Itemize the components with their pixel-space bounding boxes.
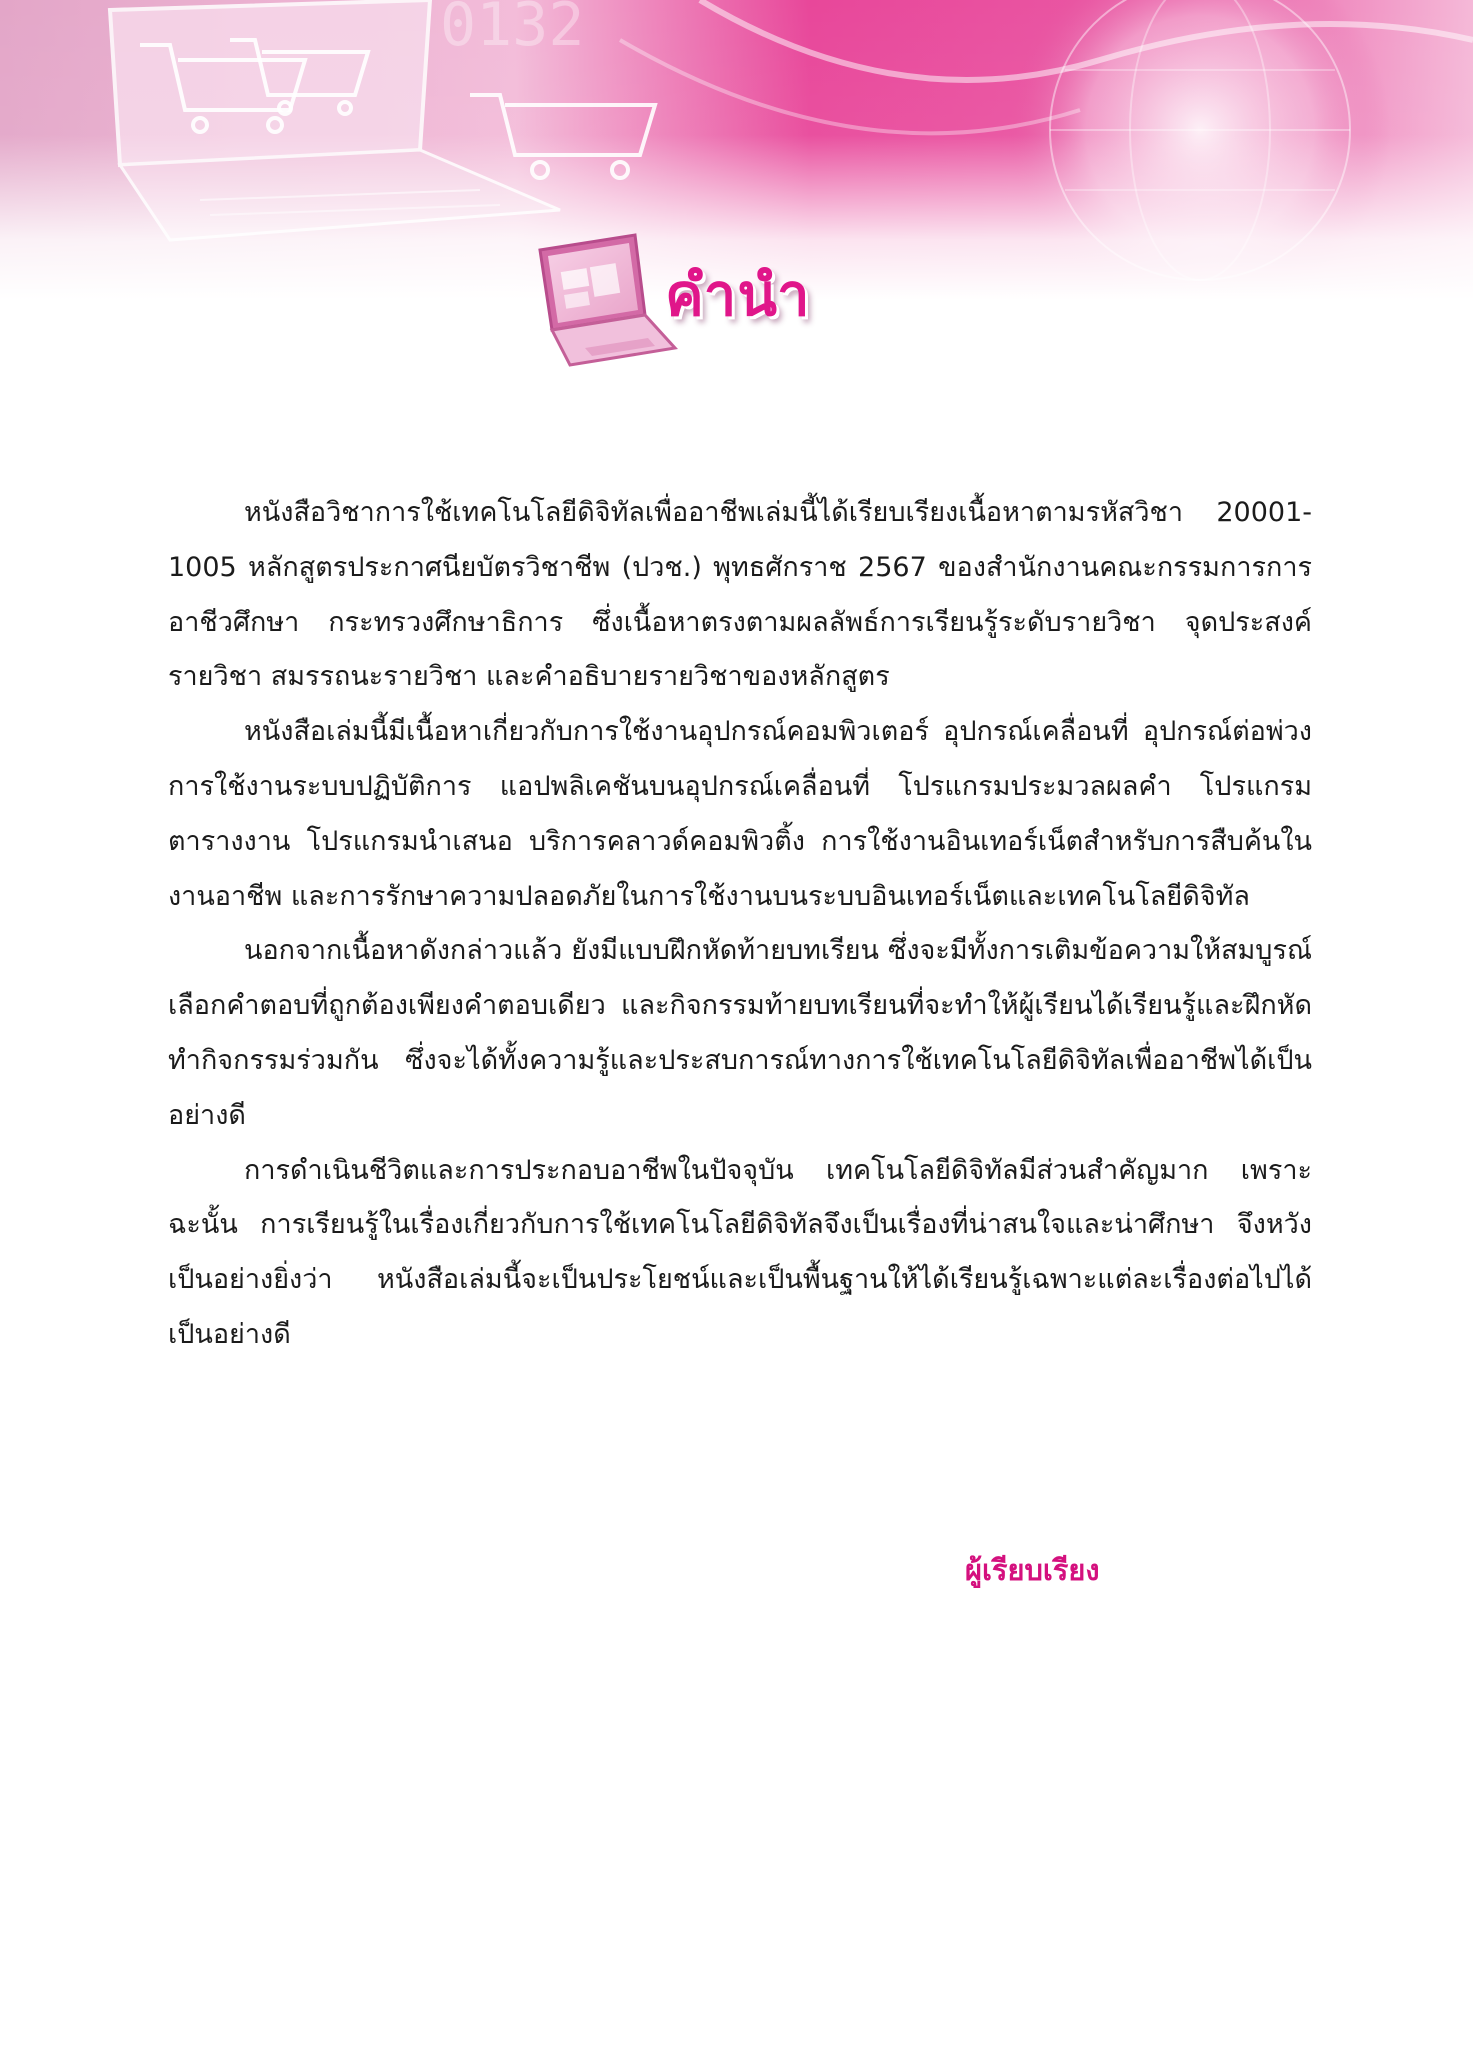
paragraph: หนังสือวิชาการใช้เทคโนโลยีดิจิทัลเพื่ออาชีพเล่มนี้ได้เรียบเรียงเนื้อหาตามรหัสวิชา 20001-1005 หลักสูตรประกาศนียบัตรวิชาชีพ (ปวช.) พุทธศักราช 2567 ของสำนักงานคณะกรรมการการอาชีวศึกษา กระทรวงศึกษาธิการ ซึ่งเนื้อหาตรงตามผลลัพธ์การเรียนรู้ระดับรายวิชา จุดประสงค์รายวิชา สมรรถนะรายวิชา และคำอธิบายรายวิชาของหลักสูตร bbox=[168, 497, 1312, 693]
preface-body bbox=[168, 486, 1312, 1363]
title-block bbox=[530, 230, 930, 370]
laptop-icon bbox=[530, 230, 680, 370]
page-title: คำนำ bbox=[665, 261, 811, 329]
paragraph: หนังสือเล่มนี้มีเนื้อหาเกี่ยวกับการใช้งานอุปกรณ์คอมพิวเตอร์ อุปกรณ์เคลื่อนที่ อุปกรณ์ต่อพ่วง การใช้งานระบบปฏิบัติการ แอปพลิเคชันบนอุปกรณ์เคลื่อนที่ โปรแกรมประมวลผลคำ โปรแกรมตารางงาน โปรแกรมนำเสนอ บริการคลาวด์คอมพิวติ้ง การใช้งานอินเทอร์เน็ตสำหรับการสืบค้นในงานอาชีพ และการรักษาความปลอดภัยในการใช้งานบนระบบอินเทอร์เน็ตและเทคโนโลยีดิจิทัล bbox=[168, 716, 1312, 912]
paragraph: การดำเนินชีวิตและการประกอบอาชีพในปัจจุบัน เทคโนโลยีดิจิทัลมีส่วนสำคัญมาก เพราะฉะนั้น การเรียนรู้ในเรื่องเกี่ยวกับการใช้เทคโนโลยีดิจิทัลจึงเป็นเรื่องที่น่าสนใจและน่าศึกษา จึงหวังเป็นอย่างยิ่งว่า หนังสือเล่มนี้จะเป็นประโยชน์และเป็นพื้นฐานให้ได้เรียนรู้เฉพาะแต่ละเรื่องต่อไปได้เป็นอย่างดี bbox=[168, 1154, 1312, 1350]
author-signature: ผู้เรียบเรียง bbox=[965, 1553, 1100, 1587]
paragraph: นอกจากเนื้อหาดังกล่าวแล้ว ยังมีแบบฝึกหัดท้ายบทเรียน ซึ่งจะมีทั้งการเติมข้อความให้สมบูรณ์ เลือกคำตอบที่ถูกต้องเพียงคำตอบเดียว และกิจกรรมท้ายบทเรียนที่จะทำให้ผู้เรียนได้เรียนรู้และฝึกหัดทำกิจกรรมร่วมกัน ซึ่งจะได้ทั้งความรู้และประสบการณ์ทางการใช้เทคโนโลยีดิจิทัลเพื่ออาชีพได้เป็นอย่างดี bbox=[168, 935, 1312, 1131]
